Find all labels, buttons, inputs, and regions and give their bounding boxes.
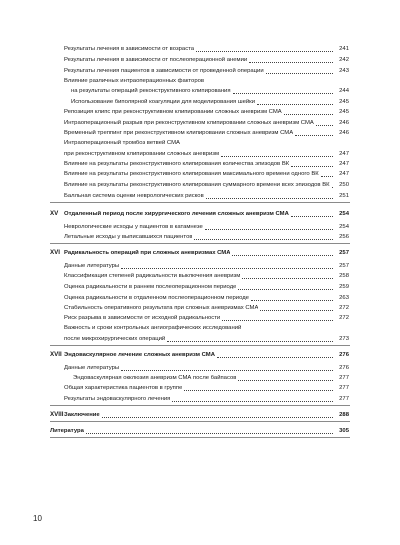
toc-entry-page: 276 xyxy=(339,365,349,371)
toc-entry-title: Риск разрыва в зависимости от исходной радикальности xyxy=(64,315,221,321)
toc-entry[interactable] xyxy=(64,78,349,85)
dot-leader xyxy=(257,98,333,105)
toc-entry[interactable] xyxy=(64,181,349,189)
dot-leader xyxy=(196,45,333,52)
toc-entry-page: 247 xyxy=(339,161,349,167)
toc-entry-title: Влияние на результаты реконструктивного клипирования количества эпизодов ВК xyxy=(64,161,290,167)
section-divider xyxy=(50,345,350,346)
dot-leader xyxy=(217,351,333,358)
toc-chapter-page: 254 xyxy=(339,211,349,217)
toc-chapter[interactable] xyxy=(64,411,349,419)
toc-chapter-title: Отдаленный период после хирургического лечения сложных аневризм СМА xyxy=(64,211,289,217)
toc-entry-title: Репозиция клипс при реконструктивном клипировании сложных аневризм СМА xyxy=(64,109,282,115)
toc-entry-page: 247 xyxy=(339,171,349,177)
toc-chapter-page: 288 xyxy=(339,412,349,418)
toc-entry-title: Балльная система оценки неврологических рисков xyxy=(64,193,204,199)
toc-entry[interactable] xyxy=(64,272,349,280)
dot-leader xyxy=(232,249,333,256)
toc-entry-page: 277 xyxy=(339,385,349,391)
toc-entry[interactable] xyxy=(64,304,349,312)
toc-entry-title: Неврологические исходы у пациентов в катамнезе xyxy=(64,224,203,230)
toc-entry-page: 242 xyxy=(339,57,349,63)
toc-entry[interactable] xyxy=(73,374,349,382)
toc-chapter-page: 305 xyxy=(339,428,349,434)
toc-entry-page: 277 xyxy=(339,375,349,381)
toc-entry[interactable] xyxy=(64,395,349,403)
toc-entry-page: 257 xyxy=(339,263,349,269)
toc-entry-page: 273 xyxy=(339,336,349,342)
chapter-number: XVI xyxy=(50,249,60,256)
dot-leader xyxy=(221,150,333,157)
toc-entry-title: Данные литературы xyxy=(64,263,120,269)
toc-entry[interactable] xyxy=(64,129,349,137)
toc-entry-page: 241 xyxy=(339,46,349,52)
dot-leader xyxy=(194,233,333,240)
toc-entry[interactable] xyxy=(64,119,349,127)
toc-entry-page: 254 xyxy=(339,224,349,230)
toc-entry-title: Классификация степеней радикальности выключения аневризм xyxy=(64,273,241,279)
dot-leader xyxy=(233,87,333,94)
dot-leader xyxy=(249,56,333,63)
toc-chapter[interactable] xyxy=(64,210,349,218)
toc-chapter[interactable] xyxy=(50,427,349,435)
dot-leader xyxy=(291,160,333,167)
toc-chapter-title: Эндоваскулярное лечение сложных аневризм СМА xyxy=(64,352,215,358)
toc-chapter-page: 257 xyxy=(339,250,349,256)
dot-leader xyxy=(102,411,333,418)
toc-entry[interactable] xyxy=(64,67,349,75)
dot-leader xyxy=(238,283,333,290)
toc-entry[interactable] xyxy=(64,335,349,343)
toc-entry-title: Общая характеристика пациентов в группе xyxy=(64,385,183,391)
toc-entry[interactable] xyxy=(64,56,349,64)
dot-leader xyxy=(121,364,333,371)
toc-entry-title: Влияние на результаты реконструктивного клипирования суммарного времени всех эпизодов ВК xyxy=(64,182,330,188)
toc-entry-page: 258 xyxy=(339,273,349,279)
toc-entry-title: Влияние на результаты реконструктивного клипирования максимального времени одного ВК xyxy=(64,171,319,177)
dot-leader xyxy=(284,108,333,115)
dot-leader xyxy=(172,395,333,402)
dot-leader xyxy=(222,314,333,321)
dot-leader xyxy=(316,119,333,126)
toc-entry[interactable] xyxy=(64,45,349,53)
toc-entry-title: Оценка радикальности в отдаленном послеоперационном периоде xyxy=(64,295,249,301)
dot-leader xyxy=(291,210,333,217)
toc-entry-page: 272 xyxy=(339,315,349,321)
chapter-number: XVIII xyxy=(50,411,64,418)
toc-entry[interactable] xyxy=(64,325,349,332)
section-divider xyxy=(50,202,350,203)
toc-entry-title: после микрохирургических операций xyxy=(64,336,166,342)
toc-entry-page: 256 xyxy=(339,234,349,240)
toc-chapter-page: 276 xyxy=(339,352,349,358)
toc-entry-title: на результаты операций реконструктивного клипирования xyxy=(71,88,231,94)
section-divider xyxy=(50,421,350,422)
dot-leader xyxy=(184,384,333,391)
dot-leader xyxy=(242,272,333,279)
dot-leader xyxy=(260,304,333,311)
dot-leader xyxy=(86,427,333,434)
toc-entry-title: Результаты лечения в зависимости от возраста xyxy=(64,46,195,52)
section-divider xyxy=(50,243,350,244)
toc-entry-page: 272 xyxy=(339,305,349,311)
dot-leader xyxy=(251,294,333,301)
toc-entry[interactable] xyxy=(64,140,349,147)
toc-entry-title: при реконструктивном клипировании сложных аневризм xyxy=(64,151,220,157)
toc-chapter-title: Радикальность операций при сложных аневризмах СМА xyxy=(64,250,231,256)
toc-entry-title: Результаты лечения пациентов в зависимости от проведенной операции xyxy=(64,68,264,74)
dot-leader xyxy=(266,67,333,74)
toc-chapter-title: Заключение xyxy=(64,412,100,418)
toc-entry-title: Стабильность оперативного результата при сложных аневризмах СМА xyxy=(64,305,259,311)
toc-entry-title: Результаты лечения в зависимости от послеоперационной анемии xyxy=(64,57,248,63)
toc-entry[interactable] xyxy=(64,262,349,270)
chapter-number: XV xyxy=(50,210,59,217)
toc-entry[interactable] xyxy=(64,294,349,302)
dot-leader xyxy=(167,335,333,342)
chapter-number: XVII xyxy=(50,351,62,358)
toc-entry[interactable] xyxy=(64,314,349,322)
toc-entry-page: 245 xyxy=(339,99,349,105)
toc-entry-title: Эндоваскулярная окклюзия аневризм СМА после байпасов xyxy=(73,375,237,381)
toc-entry-title: Важность и сроки контрольных ангиографических исследований xyxy=(64,325,242,331)
toc-entry-title: Летальные исходы у выписавшихся пациентов xyxy=(64,234,193,240)
toc-entry[interactable] xyxy=(64,384,349,392)
toc-entry-page: 250 xyxy=(339,182,349,188)
dot-leader xyxy=(332,181,333,188)
toc-entry[interactable] xyxy=(64,192,349,200)
page-number: 10 xyxy=(33,514,42,523)
dot-leader xyxy=(205,223,333,230)
toc-chapter[interactable] xyxy=(64,249,349,257)
section-divider xyxy=(50,437,350,438)
toc-entry[interactable] xyxy=(64,223,349,231)
toc-entry-page: 251 xyxy=(339,193,349,199)
toc-entry[interactable] xyxy=(64,233,349,241)
toc-entry[interactable] xyxy=(64,108,349,116)
toc-entry[interactable] xyxy=(64,160,349,168)
toc-entry-page: 246 xyxy=(339,120,349,126)
toc-entry-title: Интраоперационный тромбоз ветвей СМА xyxy=(64,140,180,146)
toc-entry-title: Временный треппинг при реконструктивном клипировании сложных аневризм СМА xyxy=(64,130,294,136)
toc-entry[interactable] xyxy=(64,170,349,178)
toc-entry[interactable] xyxy=(71,87,349,95)
toc-entry-page: 263 xyxy=(339,295,349,301)
toc-entry[interactable] xyxy=(64,364,349,372)
toc-chapter-title: Литература xyxy=(50,428,84,434)
toc-entry-title: Результаты эндоваскулярного лечения xyxy=(64,396,171,402)
toc-entry-page: 277 xyxy=(339,396,349,402)
dot-leader xyxy=(206,192,333,199)
dot-leader xyxy=(121,262,333,269)
dot-leader xyxy=(238,374,333,381)
dot-leader xyxy=(321,170,333,177)
toc-entry-title: Оценка радикальности в раннем послеоперационном периоде xyxy=(64,284,237,290)
toc-entry[interactable] xyxy=(64,150,349,158)
toc-entry-page: 245 xyxy=(339,109,349,115)
toc-entry-page: 259 xyxy=(339,284,349,290)
toc-entry-title: Использование биполярной коагуляции для моделирования шейки xyxy=(71,99,256,105)
toc-entry-page: 244 xyxy=(339,88,349,94)
toc-entry[interactable] xyxy=(71,98,349,106)
dot-leader xyxy=(295,129,333,136)
toc-entry-title: Интраоперационный разрыв при реконструктивном клипировании сложных аневризм СМА xyxy=(64,120,314,126)
toc-entry-title: Влияние различных интраоперационных факторов xyxy=(64,78,204,84)
section-divider xyxy=(50,405,350,406)
toc-chapter[interactable] xyxy=(64,351,349,359)
toc-entry-page: 247 xyxy=(339,151,349,157)
toc-entry-page: 243 xyxy=(339,68,349,74)
toc-entry-page: 246 xyxy=(339,130,349,136)
toc-entry[interactable] xyxy=(64,283,349,291)
toc-entry-title: Данные литературы xyxy=(64,365,120,371)
